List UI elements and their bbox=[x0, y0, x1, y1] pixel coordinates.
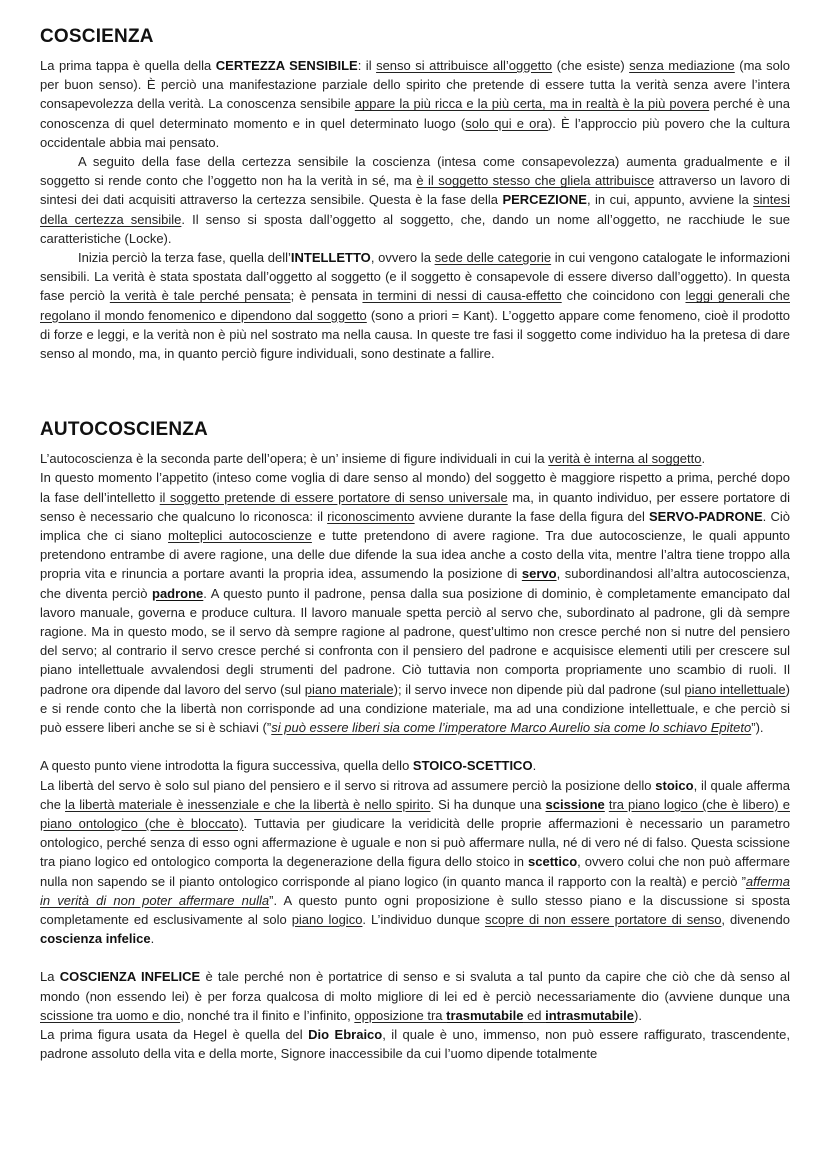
underlined-text: padrone bbox=[152, 585, 204, 601]
bold-text: coscienza infelice bbox=[40, 931, 151, 947]
bold-text: scettico bbox=[528, 854, 578, 870]
paragraph bbox=[40, 776, 790, 949]
text-run: (ma solo per buon senso). È perciò una manifestazione parziale dello spirito che pretende di essere tutta la verità senza avere l’intera consapevolezza della verità. La conoscenza sensibile bbox=[40, 58, 790, 112]
underlined-text: sintesi della certezza sensibile bbox=[40, 192, 790, 227]
text-run: . bbox=[701, 451, 706, 467]
bold-text: stoico bbox=[655, 777, 694, 793]
text-run: , ovvero la bbox=[370, 250, 435, 266]
underlined-text: è il soggetto stesso che gliela attribuisce bbox=[416, 173, 655, 189]
underlined-text: la libertà materiale è inessenziale e che la libertà è nello spirito bbox=[65, 796, 431, 812]
paragraph bbox=[40, 756, 790, 775]
text-run: ). È l’approccio più povero che la cultura occidentale abbia mai pensato. bbox=[40, 115, 791, 150]
bold-text: CERTEZZA SENSIBILE bbox=[215, 58, 358, 73]
text-run: . Il senso si sposta dall’oggetto al soggetto, che, dando un nome all’oggetto, ne racchiude le sue caratteristiche (Locke). bbox=[40, 211, 790, 246]
text-run: , ovvero colui che non può affermare nulla non sapendo se il pianto ontologico corrisponde al piano logico (in quanto manca il rapporto con la realtà) e perciò ” bbox=[40, 854, 790, 889]
underlined-text: piano intellettuale bbox=[684, 681, 786, 697]
bold-text: COSCIENZA INFELICE bbox=[59, 969, 201, 985]
paragraph bbox=[40, 248, 790, 363]
section-autocoscienza bbox=[40, 419, 790, 1063]
text-run: , divenendo bbox=[721, 911, 790, 927]
underlined-text: verità è interna al soggetto bbox=[548, 451, 702, 467]
text-run: Inizia perciò la terza fase, quella dell’ bbox=[78, 250, 291, 266]
paragraph bbox=[40, 1025, 790, 1063]
underlined-text: molteplici autocoscienze bbox=[168, 528, 312, 544]
document-page bbox=[40, 26, 790, 1063]
document-body bbox=[40, 26, 790, 1063]
text-run: La bbox=[40, 969, 60, 985]
text-run: . bbox=[150, 931, 155, 947]
underlined-text: solo qui e ora bbox=[465, 115, 548, 131]
text-run: ) e si rende conto che la libertà non corrisponde ad una condizione materiale, ma ad una condizione intellettuale, e che perciò si può essere liberi anche se si è schiavi (” bbox=[40, 681, 790, 736]
section-gap bbox=[40, 363, 790, 419]
bold-text: PERCEZIONE bbox=[502, 192, 587, 208]
text-run: . bbox=[532, 758, 537, 774]
text-run: , in cui, appunto, avviene la bbox=[586, 192, 754, 208]
underlined-text: la verità è tale perché pensata bbox=[109, 288, 291, 304]
underlined-text: sede delle categorie bbox=[434, 250, 552, 266]
text-run: La prima figura usata da Hegel è quella del bbox=[40, 1026, 309, 1042]
underlined-text: leggi generali che regolano il mondo fenomenico e dipendono dal soggetto bbox=[40, 288, 790, 323]
text-run: . Tuttavia per giudicare la veridicità delle proprie affermazioni è necessario un parametro ontologico, perché senza di esso ogni affermazione è uguale e non si può affermare nulla, né di vero né di falso. Questa scissione tra piano logico ed ontologico comporta la degenerazione della figura dello stoico in bbox=[40, 815, 790, 870]
text-run: . A questo punto il padrone, pensa dalla sua posizione di dominio, è completamente emancipato dal lavoro manuale, governa e produce cultura. Il lavoro manuale spetta perciò al servo che, subordinato al padrone, gli dà sempre ragione. Ma in questo modo, se il servo dà sempre ragione al padrone, quest’ultimo non cresce perché non si nutre del pensiero del servo; al contrario il servo cresce perché si confronta con il pensiero del padrone e acquisisce elementi utili per crescere sul piano intellettuale avvalendosi degli strumenti del padrone. Ciò tuttavia non comporta propriamente uno scambio di ruoli. Il padrone ora dipende dal lavoro del servo (sul bbox=[40, 585, 791, 697]
text-run: , nonché tra il finito e l’infinito, bbox=[180, 1007, 355, 1023]
underlined-text: intrasmutabile bbox=[545, 1007, 634, 1023]
paragraph bbox=[40, 468, 790, 737]
text-run: ; è pensata bbox=[290, 288, 363, 304]
text-run: . Si ha dunque una bbox=[430, 796, 546, 812]
text-run: : il bbox=[357, 58, 377, 73]
text-run: ). bbox=[633, 1007, 642, 1023]
underlined-text: senso si attribuisce all’oggetto bbox=[376, 58, 553, 73]
text-run: ); il servo invece non dipende più dal padrone (sul bbox=[393, 681, 685, 697]
bold-text: INTELLETTO bbox=[290, 250, 371, 266]
paragraph bbox=[40, 152, 790, 248]
text-run: , subordinandosi all’altra autocoscienza, che diventa perciò bbox=[40, 566, 790, 601]
underlined-text: ed bbox=[523, 1007, 546, 1023]
bold-text: STOICO-SCETTICO bbox=[412, 758, 533, 774]
underlined-text: afferma in verità di non poter affermare nulla bbox=[40, 873, 790, 908]
text-run: , il quale è uno, immenso, non può essere raffigurato, trascendente, padrone assoluto della vita e della morte, Signore inaccessibile da cui l’uomo dipende totalmente bbox=[40, 1026, 790, 1062]
bold-text: SERVO-PADRONE bbox=[649, 508, 763, 524]
text-run: La prima tappa è quella della bbox=[40, 58, 216, 73]
text-run: ”). bbox=[751, 720, 764, 736]
text-run: . L’individuo dunque bbox=[362, 911, 485, 927]
text-run: . Ciò implica che ci siano bbox=[40, 508, 790, 544]
underlined-text: piano materiale bbox=[304, 681, 394, 697]
text-run: (sono a priori = Kant). L’oggetto appare come fenomeno, cioè il prodotto di forze e leggi, e la verità non è più nel sostrato ma nella causa. In queste tre fasi il soggetto come individuo ha la pretesa di dare senso al mondo, ma, in quanto perciò figure individuali, sono destinate a fallire. bbox=[40, 307, 790, 362]
underlined-text: scissione bbox=[545, 796, 605, 812]
paragraph bbox=[40, 56, 790, 152]
text-run: A questo punto viene introdotta la figura successiva, quella dello bbox=[40, 758, 413, 774]
paragraph bbox=[40, 967, 790, 1025]
underlined-text: scissione tra uomo e dio bbox=[40, 1007, 181, 1023]
underlined-text: si può essere liberi sia come l’imperatore Marco Aurelio sia come lo schiavo Epiteto bbox=[271, 720, 752, 736]
paragraph bbox=[40, 449, 790, 468]
text-run: A seguito della fase della certezza sensibile la coscienza (intesa come consapevolezza) aumenta gradualmente e il soggetto si rende conto che l’oggetto non ha la verità in sé, ma bbox=[40, 154, 790, 189]
text-run: L’autocoscienza è la seconda parte dell’opera; è un’ insieme di figure individuali in cui la bbox=[40, 451, 549, 467]
text-run: attraverso un lavoro di sintesi dei dati acquisiti attraverso la certezza sensibile. Questa è la fase della bbox=[40, 173, 790, 208]
text-run: perché è una conoscenza di quel determinato momento e in quel determinato luogo ( bbox=[40, 96, 790, 131]
underlined-text: opposizione tra bbox=[354, 1007, 447, 1023]
underlined-text: senza mediazione bbox=[629, 58, 735, 73]
underlined-text: tra piano logico (che è libero) e piano ontologico (che è bloccato) bbox=[40, 796, 790, 831]
underlined-text: trasmutabile bbox=[446, 1007, 524, 1023]
underlined-text: il soggetto pretende di essere portatore di senso universale bbox=[159, 489, 508, 505]
text-run: La libertà del servo è solo sul piano del pensiero e il servo si ritrova ad assumere perciò la posizione dello bbox=[40, 777, 656, 793]
text-run: avviene durante la fase della figura del bbox=[414, 508, 650, 524]
section-coscienza bbox=[40, 26, 790, 363]
section-title: COSCIENZA bbox=[40, 26, 154, 47]
text-run: è tale perché non è portatrice di senso e si svaluta a tal punto da capire che ciò che dà senso al mondo (non essendo lei) è per forza qualcosa di molto migliore di lei ed è perciò necessariamente dio (avviene dunque una bbox=[40, 969, 790, 1004]
text-run: ”. A questo punto ogni proposizione è sullo stesso piano e la discussione si sposta completamente ed esclusivamente al solo bbox=[40, 892, 790, 927]
text-run: ma, in quanto individuo, per essere portatore di senso è necessario che qualcuno lo riconosca: il bbox=[40, 489, 790, 524]
text-run: che coincidono con bbox=[561, 288, 686, 304]
underlined-text: riconoscimento bbox=[327, 508, 415, 524]
underlined-text: scopre di non essere portatore di senso bbox=[485, 911, 722, 927]
bold-text: Dio Ebraico bbox=[308, 1026, 383, 1042]
underlined-text: piano logico bbox=[291, 911, 363, 927]
underlined-text: servo bbox=[521, 566, 557, 582]
underlined-text: appare la più ricca e la più certa, ma in realtà è la più povera bbox=[354, 96, 710, 112]
text-run: In questo momento l’appetito (inteso come voglia di dare senso al mondo) del soggetto è maggiore rispetto a prima, perché dopo la fase dell’intelletto bbox=[40, 470, 790, 505]
text-run: (che esiste) bbox=[552, 58, 630, 73]
text-run: , il quale afferma che bbox=[40, 777, 790, 812]
text-run: e tutte pretendono di avere ragione. Tra due autocoscienze, le quali appunto pretendono entrambe di avere ragione, una delle due difende la sua idea anche a costo della vita, mentre l’altra tiene troppo alla propria vita e rinuncia a portare avanti la propria idea, assumendo la posizione di bbox=[40, 528, 791, 582]
underlined-text: in termini di nessi di causa-effetto bbox=[362, 288, 562, 304]
text-run: in cui vengono catalogate le informazioni sensibili. La verità è stata spostata dall’oggetto al soggetto (e il soggetto è consapevole di essere diverso dall’oggetto). In questa fase perciò bbox=[40, 250, 791, 304]
section-title: AUTOCOSCIENZA bbox=[40, 419, 208, 441]
